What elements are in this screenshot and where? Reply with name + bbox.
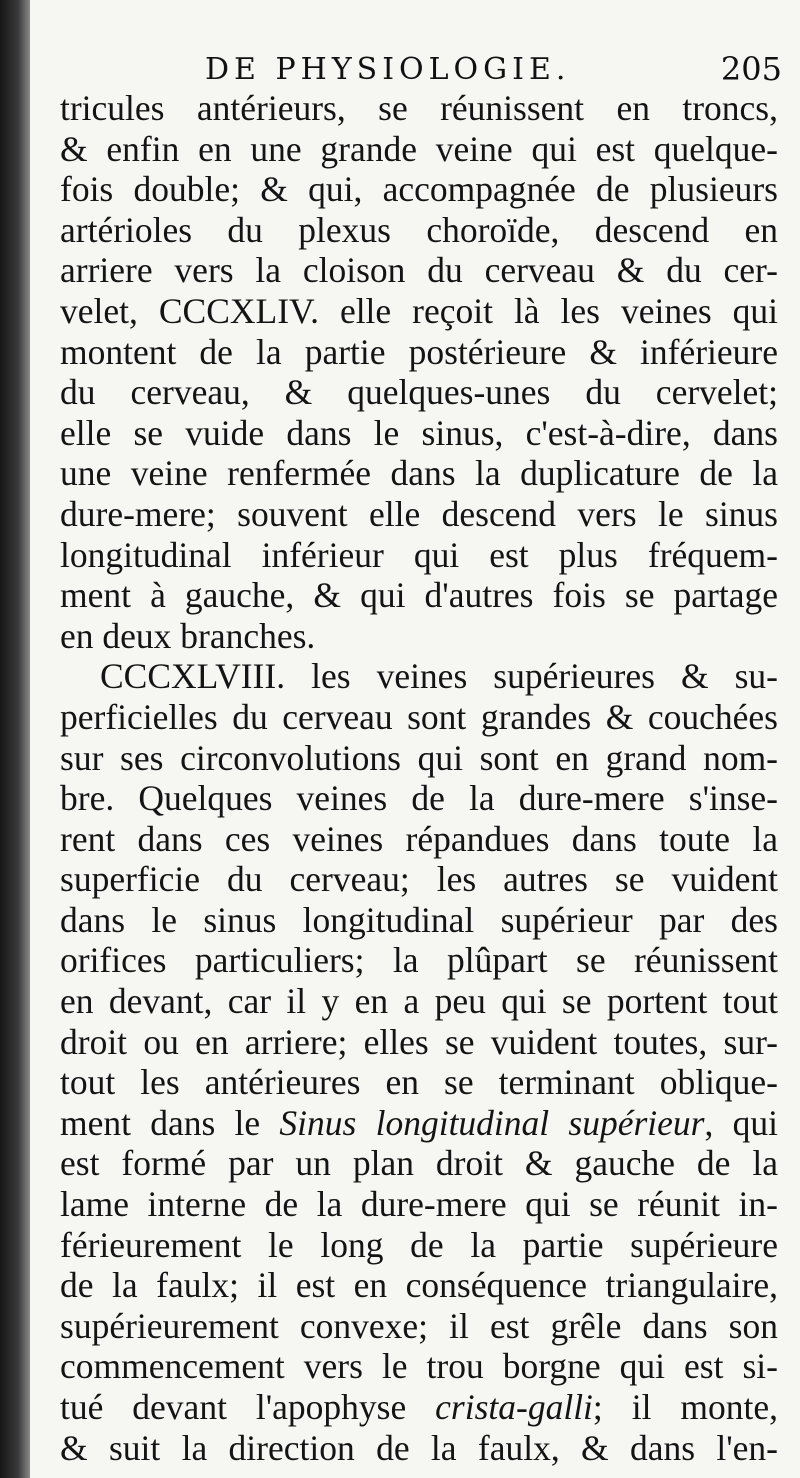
line-text-after: , qui — [704, 1102, 778, 1143]
text-line: bre. Quelques veines de la dure-mere s'inse- — [60, 778, 778, 819]
text-line: elle se vuide dans le sinus, c'est-à-dire, dans — [60, 412, 778, 453]
text-line: artérioles du plexus choroïde, descend en — [60, 209, 778, 250]
running-title: DE PHYSIOLOGIE. — [205, 52, 571, 87]
text-line: est formé par un plan droit & gauche de la — [60, 1143, 778, 1184]
text-line: rent dans ces veines répandues dans toute la — [60, 818, 778, 859]
line-text-after: ; il monte, — [592, 1387, 778, 1427]
paragraph-end-line: en deux branches. — [60, 615, 316, 656]
italic-term: Sinus longitudinal supérieur — [279, 1102, 705, 1143]
book-page — [30, 0, 800, 1478]
text-line: orifices particuliers; la plûpart se réunissent — [60, 940, 778, 981]
paragraph-start-line: CCCXLVIII. les veines supérieures & su- — [100, 656, 778, 697]
text-line: du cerveau, & quelques-unes du cervelet; — [60, 372, 778, 413]
text-line: velet, CCCXLIV. elle reçoit là les veines qui — [60, 290, 778, 331]
text-line: ment à gauche, & qui d'autres fois se partage — [60, 575, 778, 616]
text-line: tricules antérieurs, se réunissent en troncs, — [60, 88, 778, 128]
text-line: longitudinal inférieur qui est plus fréquem- — [60, 534, 778, 575]
text-line: perficielles du cerveau sont grandes & couchées — [60, 696, 778, 737]
text-line: & enfin en une grande veine qui est quelque- — [60, 128, 778, 169]
page-number: 205 — [720, 50, 782, 88]
text-line-with-italic — [60, 1387, 778, 1428]
text-line: fois double; & qui, accompagnée de plusieurs — [60, 169, 778, 210]
line-text-before: ment dans le — [60, 1102, 280, 1143]
text-line: dans le sinus longitudinal supérieur par des — [60, 899, 778, 940]
body-text — [60, 88, 778, 1468]
text-line: montent de la partie postérieure & inférieure — [60, 331, 778, 372]
text-line: droit ou en arriere; elles se vuident toutes, sur- — [60, 1021, 778, 1062]
text-line: une veine renfermée dans la duplicature de la — [60, 453, 778, 494]
text-line: de la faulx; il est en conséquence triangulaire, — [60, 1265, 778, 1306]
text-line: supérieurement convexe; il est grêle dans son — [60, 1305, 778, 1346]
text-line: superficie du cerveau; les autres se vuident — [60, 859, 778, 900]
text-line: tout les antérieures en se terminant oblique- — [60, 1062, 778, 1103]
italic-term: crista-galli — [435, 1387, 593, 1427]
text-line: commencement vers le trou borgne qui est si- — [60, 1346, 778, 1387]
text-line: sur ses circonvolutions qui sont en grand nom- — [60, 737, 778, 778]
line-text-before: tué devant l'apophyse — [60, 1387, 436, 1427]
text-line: arriere vers la cloison du cerveau & du cer- — [60, 250, 778, 291]
text-line: & suit la direction de la faulx, & dans l'en- — [60, 1427, 778, 1468]
text-line-with-italic — [60, 1103, 778, 1144]
text-line: lame interne de la dure-mere qui se réunit in- — [60, 1184, 778, 1225]
text-line: en devant, car il y en a peu qui se portent tout — [60, 981, 778, 1022]
text-line: dure-mere; souvent elle descend vers le sinus — [60, 493, 778, 534]
text-line: férieurement le long de la partie supérieure — [60, 1224, 778, 1265]
book-gutter — [0, 0, 30, 1478]
